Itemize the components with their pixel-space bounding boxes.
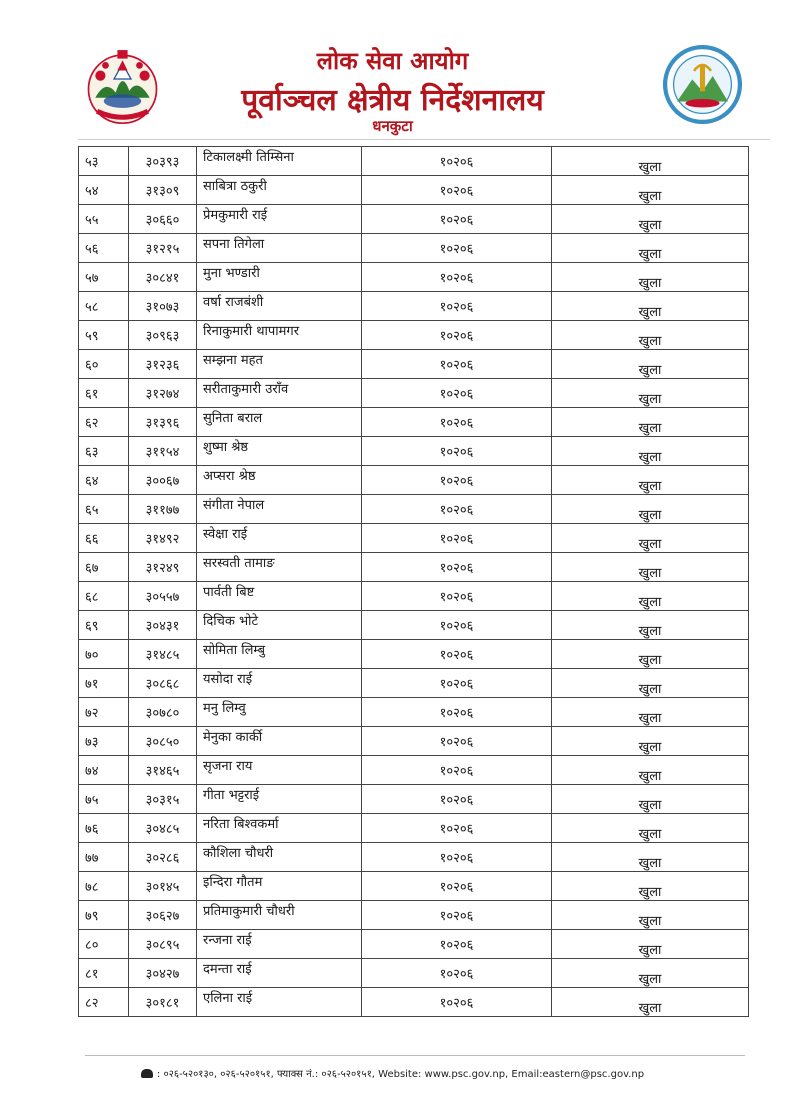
serial-number-cell: ७६: [79, 814, 129, 843]
candidate-name-cell: सरीताकुमारी उराँव: [197, 379, 362, 408]
category-cell: खुला: [552, 466, 749, 495]
category-cell: खुला: [552, 205, 749, 234]
phone-icon: [141, 1069, 153, 1078]
category-cell: खुला: [552, 350, 749, 379]
candidate-name-cell: संगीता नेपाल: [197, 495, 362, 524]
serial-number-cell: ६९: [79, 611, 129, 640]
header-divider: [78, 139, 770, 140]
advertisement-code-cell: १०२०६: [362, 234, 552, 263]
serial-number-cell: ६१: [79, 379, 129, 408]
table-row: [79, 466, 749, 495]
candidate-name-cell: कौशिला चौधरी: [197, 843, 362, 872]
candidate-name-cell: शुष्मा श्रेष्ठ: [197, 437, 362, 466]
serial-number-cell: ५८: [79, 292, 129, 321]
serial-number-cell: ६६: [79, 524, 129, 553]
advertisement-code-cell: १०२०६: [362, 408, 552, 437]
candidate-name-cell: सुनिता बराल: [197, 408, 362, 437]
roll-number-cell: ३१२१५: [129, 234, 197, 263]
serial-number-cell: ८१: [79, 959, 129, 988]
candidate-name-cell: सृजना राय: [197, 756, 362, 785]
candidate-name-cell: सोमिता लिम्बु: [197, 640, 362, 669]
candidate-name-cell: मुना भण्डारी: [197, 263, 362, 292]
table-row: [79, 263, 749, 292]
serial-number-cell: ५९: [79, 321, 129, 350]
advertisement-code-cell: १०२०६: [362, 147, 552, 176]
serial-number-cell: ६३: [79, 437, 129, 466]
roll-number-cell: ३१४९२: [129, 524, 197, 553]
category-cell: खुला: [552, 640, 749, 669]
candidate-name-cell: सपना तिगेला: [197, 234, 362, 263]
serial-number-cell: ८२: [79, 988, 129, 1017]
roll-number-cell: ३०८६८: [129, 669, 197, 698]
advertisement-code-cell: १०२०६: [362, 292, 552, 321]
serial-number-cell: ७३: [79, 727, 129, 756]
candidate-name-cell: वर्षा राजबंशी: [197, 292, 362, 321]
category-cell: खुला: [552, 263, 749, 292]
serial-number-cell: ७७: [79, 843, 129, 872]
candidate-name-cell: साबित्रा ठकुरी: [197, 176, 362, 205]
advertisement-code-cell: १०२०६: [362, 553, 552, 582]
serial-number-cell: ५७: [79, 263, 129, 292]
candidate-name-cell: पार्वती बिष्ट: [197, 582, 362, 611]
table-row: [79, 408, 749, 437]
roll-number-cell: ३०२८६: [129, 843, 197, 872]
roll-number-cell: ३०४८५: [129, 814, 197, 843]
advertisement-code-cell: १०२०६: [362, 176, 552, 205]
roll-number-cell: ३१४८५: [129, 640, 197, 669]
advertisement-code-cell: १०२०६: [362, 466, 552, 495]
roll-number-cell: ३०१४५: [129, 872, 197, 901]
page-header: [0, 0, 785, 145]
page-title-line2: पूर्वाञ्चल क्षेत्रीय निर्देशनालय: [241, 83, 544, 118]
serial-number-cell: ५६: [79, 234, 129, 263]
category-cell: खुला: [552, 988, 749, 1017]
roll-number-cell: ३१३०९: [129, 176, 197, 205]
category-cell: खुला: [552, 582, 749, 611]
candidate-name-cell: रन्जना राई: [197, 930, 362, 959]
advertisement-code-cell: १०२०६: [362, 930, 552, 959]
roll-number-cell: ३१२४९: [129, 553, 197, 582]
serial-number-cell: ५३: [79, 147, 129, 176]
advertisement-code-cell: १०२०६: [362, 959, 552, 988]
candidate-name-cell: मनु लिम्वु: [197, 698, 362, 727]
candidate-name-cell: नरिता बिश्वकर्मा: [197, 814, 362, 843]
table-row: [79, 988, 749, 1017]
serial-number-cell: ७९: [79, 901, 129, 930]
table-row: [79, 901, 749, 930]
roll-number-cell: ३०९६३: [129, 321, 197, 350]
advertisement-code-cell: १०२०६: [362, 524, 552, 553]
roll-number-cell: ३०३९३: [129, 147, 197, 176]
category-cell: खुला: [552, 321, 749, 350]
advertisement-code-cell: १०२०६: [362, 988, 552, 1017]
category-cell: खुला: [552, 234, 749, 263]
serial-number-cell: ७१: [79, 669, 129, 698]
footer-divider: [85, 1055, 745, 1056]
advertisement-code-cell: १०२०६: [362, 263, 552, 292]
roll-number-cell: ३०८४१: [129, 263, 197, 292]
category-cell: खुला: [552, 698, 749, 727]
roll-number-cell: ३०६२७: [129, 901, 197, 930]
table-row: [79, 930, 749, 959]
table-row: [79, 379, 749, 408]
candidate-name-cell: प्रेमकुमारी राई: [197, 205, 362, 234]
serial-number-cell: ६४: [79, 466, 129, 495]
advertisement-code-cell: १०२०६: [362, 495, 552, 524]
advertisement-code-cell: १०२०६: [362, 205, 552, 234]
table-row: [79, 437, 749, 466]
serial-number-cell: ७०: [79, 640, 129, 669]
category-cell: खुला: [552, 408, 749, 437]
roll-number-cell: ३०४३१: [129, 611, 197, 640]
advertisement-code-cell: १०२०६: [362, 640, 552, 669]
roll-number-cell: ३१४६५: [129, 756, 197, 785]
candidate-name-cell: सरस्वती तामाङ: [197, 553, 362, 582]
advertisement-code-cell: १०२०६: [362, 785, 552, 814]
advertisement-code-cell: १०२०६: [362, 321, 552, 350]
serial-number-cell: ८०: [79, 930, 129, 959]
page-title-line1: लोक सेवा आयोग: [316, 47, 469, 75]
candidate-name-cell: मेनुका कार्की: [197, 727, 362, 756]
table-row: [79, 553, 749, 582]
table-row: [79, 292, 749, 321]
candidate-name-cell: स्वेक्षा राई: [197, 524, 362, 553]
candidate-name-cell: गीता भट्टराई: [197, 785, 362, 814]
category-cell: खुला: [552, 495, 749, 524]
serial-number-cell: ६०: [79, 350, 129, 379]
table-row: [79, 611, 749, 640]
serial-number-cell: ६५: [79, 495, 129, 524]
candidate-name-cell: इन्दिरा गौतम: [197, 872, 362, 901]
table-row: [79, 698, 749, 727]
roll-number-cell: ३१२७४: [129, 379, 197, 408]
candidate-name-cell: यसोदा राई: [197, 669, 362, 698]
table-row: [79, 524, 749, 553]
table-row: [79, 669, 749, 698]
advertisement-code-cell: १०२०६: [362, 611, 552, 640]
serial-number-cell: ५५: [79, 205, 129, 234]
table-row: [79, 727, 749, 756]
roll-number-cell: ३०७८०: [129, 698, 197, 727]
table-row: [79, 756, 749, 785]
roll-number-cell: ३११५४: [129, 437, 197, 466]
category-cell: खुला: [552, 785, 749, 814]
advertisement-code-cell: १०२०६: [362, 872, 552, 901]
table-row: [79, 321, 749, 350]
candidate-name-cell: दिचिक भोटे: [197, 611, 362, 640]
serial-number-cell: ७४: [79, 756, 129, 785]
footer-contact: : ०२६-५२०१३०, ०२६-५२०१५१, फ्याक्स नं.: ०२६-५२०१५१, Website: www.psc.gov.np, Email:eastern@psc.gov.np: [156, 1069, 645, 1080]
roll-number-cell: ३०८५०: [129, 727, 197, 756]
serial-number-cell: ५४: [79, 176, 129, 205]
table-row: [79, 872, 749, 901]
category-cell: खुला: [552, 756, 749, 785]
table-row: [79, 205, 749, 234]
candidate-name-cell: प्रतिमाकुमारी चौधरी: [197, 901, 362, 930]
table-row: [79, 814, 749, 843]
category-cell: खुला: [552, 959, 749, 988]
page-footer: [0, 1066, 785, 1080]
roll-number-cell: ३०१८१: [129, 988, 197, 1017]
advertisement-code-cell: १०२०६: [362, 582, 552, 611]
category-cell: खुला: [552, 872, 749, 901]
category-cell: खुला: [552, 901, 749, 930]
table-row: [79, 147, 749, 176]
advertisement-code-cell: १०२०६: [362, 901, 552, 930]
category-cell: खुला: [552, 176, 749, 205]
advertisement-code-cell: १०२०६: [362, 379, 552, 408]
advertisement-code-cell: १०२०६: [362, 698, 552, 727]
category-cell: खुला: [552, 611, 749, 640]
advertisement-code-cell: १०२०६: [362, 814, 552, 843]
table-row: [79, 582, 749, 611]
results-table: [78, 146, 749, 1017]
roll-number-cell: ३११७७: [129, 495, 197, 524]
table-row: [79, 843, 749, 872]
candidate-name-cell: रिनाकुमारी थापामगर: [197, 321, 362, 350]
roll-number-cell: ३०४२७: [129, 959, 197, 988]
roll-number-cell: ३१२३६: [129, 350, 197, 379]
category-cell: खुला: [552, 814, 749, 843]
advertisement-code-cell: १०२०६: [362, 843, 552, 872]
advertisement-code-cell: १०२०६: [362, 727, 552, 756]
category-cell: खुला: [552, 437, 749, 466]
roll-number-cell: ३०६६०: [129, 205, 197, 234]
table-row: [79, 640, 749, 669]
category-cell: खुला: [552, 669, 749, 698]
candidate-name-cell: टिकालक्ष्मी तिम्सिना: [197, 147, 362, 176]
candidate-name-cell: दमन्ता राई: [197, 959, 362, 988]
serial-number-cell: ७५: [79, 785, 129, 814]
table-row: [79, 959, 749, 988]
psc-logo-icon: [660, 42, 745, 127]
serial-number-cell: ६८: [79, 582, 129, 611]
advertisement-code-cell: १०२०६: [362, 756, 552, 785]
advertisement-code-cell: १०२०६: [362, 350, 552, 379]
roll-number-cell: ३१०७३: [129, 292, 197, 321]
category-cell: खुला: [552, 524, 749, 553]
roll-number-cell: ३०८९५: [129, 930, 197, 959]
candidate-name-cell: सम्झना महत: [197, 350, 362, 379]
roll-number-cell: ३०५५७: [129, 582, 197, 611]
page-title-line3: धनकुटा: [372, 117, 413, 135]
serial-number-cell: ७२: [79, 698, 129, 727]
candidate-name-cell: अप्सरा श्रेष्ठ: [197, 466, 362, 495]
category-cell: खुला: [552, 147, 749, 176]
table-row: [79, 495, 749, 524]
serial-number-cell: ६२: [79, 408, 129, 437]
category-cell: खुला: [552, 843, 749, 872]
table-row: [79, 350, 749, 379]
roll-number-cell: ३१३९६: [129, 408, 197, 437]
serial-number-cell: ६७: [79, 553, 129, 582]
advertisement-code-cell: १०२०६: [362, 437, 552, 466]
category-cell: खुला: [552, 553, 749, 582]
category-cell: खुला: [552, 727, 749, 756]
category-cell: खुला: [552, 379, 749, 408]
category-cell: खुला: [552, 292, 749, 321]
roll-number-cell: ३०३१५: [129, 785, 197, 814]
advertisement-code-cell: १०२०६: [362, 669, 552, 698]
candidate-name-cell: एलिना राई: [197, 988, 362, 1017]
serial-number-cell: ७८: [79, 872, 129, 901]
table-row: [79, 234, 749, 263]
table-row: [79, 176, 749, 205]
roll-number-cell: ३००६७: [129, 466, 197, 495]
category-cell: खुला: [552, 930, 749, 959]
table-row: [79, 785, 749, 814]
